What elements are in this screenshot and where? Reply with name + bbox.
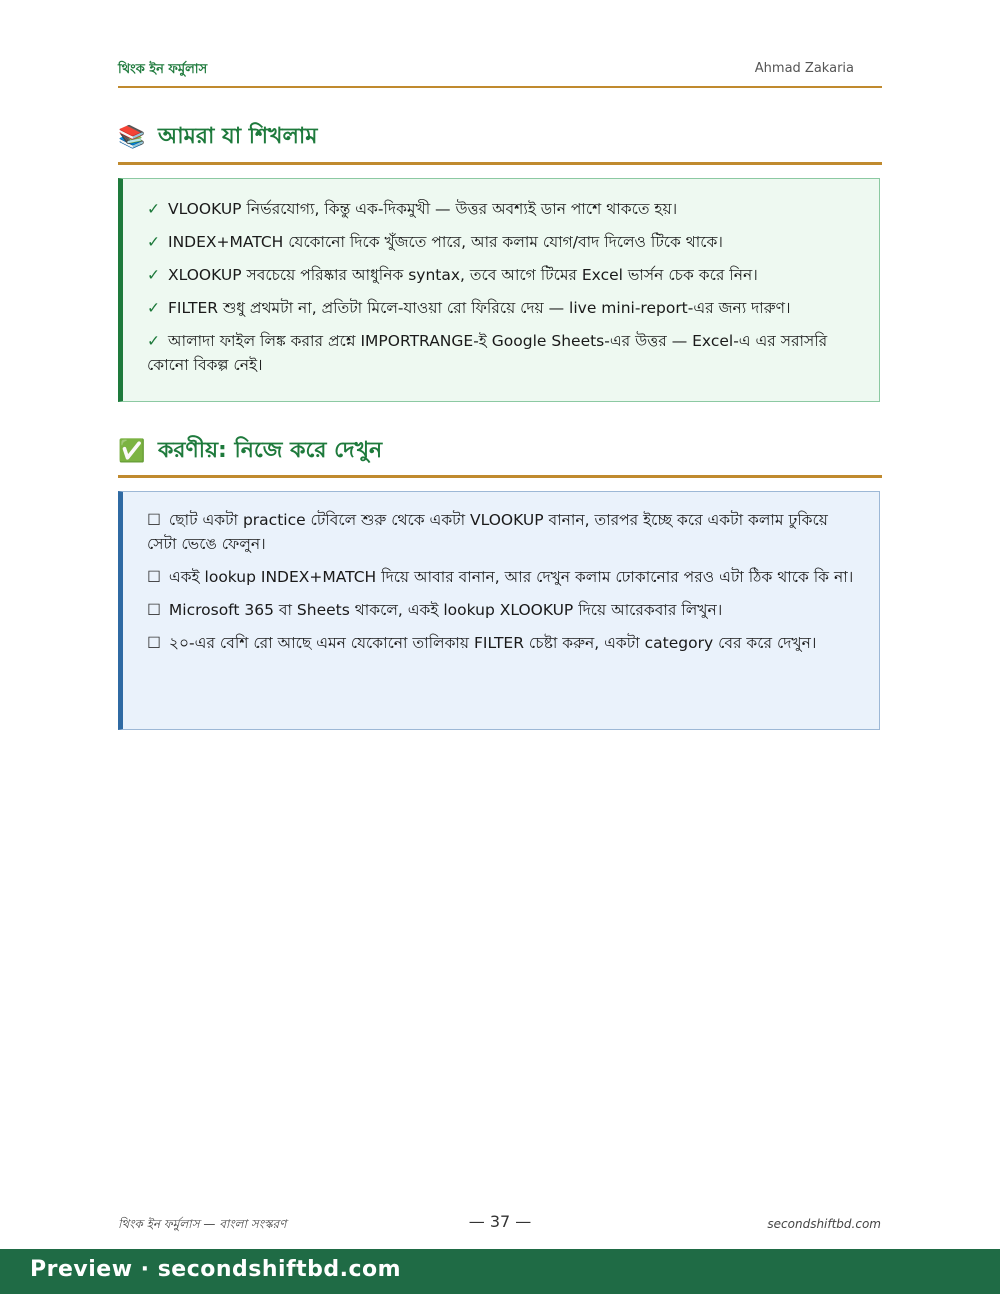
section-divider [118,475,882,478]
checkbox-icon: ☐ [147,634,161,652]
todo-list [147,508,859,655]
list-item: ☐ একই lookup INDEX+MATCH দিয়ে আবার বানান, আর দেখুন কলাম ঢোকানোর পরও এটা ঠিক থাকে কি না। [147,565,859,589]
preview-banner-text: Preview · secondshiftbd.com [30,1257,402,1282]
section-title-text: আমরা যা শিখলাম [158,124,318,149]
list-item: ✓ আলাদা ফাইল লিঙ্ক করার প্রশ্নে IMPORTRANGE-ই Google Sheets-এর উত্তর — Excel-এ এর সরাসরি কোনো বিকল্প নেই। [147,329,859,377]
footer-book-title: থিংক ইন ফর্মুলাস — বাংলা সংস্করণ [118,1217,287,1231]
list-item: ☐ ছোট একটা practice টেবিলে শুরু থেকে একটা VLOOKUP বানান, তারপর ইচ্ছে করে একটা কলাম ঢুকিয়ে সেটা ভেঙে ফেলুন। [147,508,859,556]
checkbox-icon: ☐ [147,511,161,529]
list-item: ✓ FILTER শুধু প্রথমটা না, প্রতিটা মিলে-যাওয়া রো ফিরিয়ে দেয় — live mini-report-এর জন্য দারুণ। [147,296,859,320]
check-icon: ✓ [147,233,160,251]
learned-list [147,197,859,377]
checkbox-icon: ☐ [147,601,161,619]
check-icon: ✓ [147,266,160,284]
check-icon: ✓ [147,299,160,317]
check-box-icon: ✅ [118,439,146,464]
books-icon: 📚 [118,125,146,150]
section-title-todo [118,433,882,467]
footer-website: secondshiftbd.com [767,1217,881,1231]
header-divider [118,86,882,88]
author-name: Ahmad Zakaria [754,61,854,76]
check-icon: ✓ [147,332,160,350]
page-number: — 37 — [468,1212,532,1231]
list-item: ✓ VLOOKUP নির্ভরযোগ্য, কিন্তু এক-দিকমুখী — উত্তর অবশ্যই ডান পাশে থাকতে হয়। [147,197,859,221]
book-title-header: থিংক ইন ফর্মুলাস [118,62,208,77]
page-header [118,60,882,80]
section-title-text: করণীয়: নিজে করে দেখুন [158,438,383,463]
check-icon: ✓ [147,200,160,218]
list-item: ✓ INDEX+MATCH যেকোনো দিকে খুঁজতে পারে, আর কলাম যোগ/বাদ দিলেও টিকে থাকে। [147,230,859,254]
preview-banner [0,1249,1000,1294]
list-item: ☐ Microsoft 365 বা Sheets থাকলে, একই lookup XLOOKUP দিয়ে আরেকবার লিখুন। [147,598,859,622]
section-divider [118,162,882,165]
section-title-learned [118,119,882,153]
learned-summary-box [118,178,880,402]
todo-exercise-box [118,491,880,730]
list-item: ☐ ২০-এর বেশি রো আছে এমন যেকোনো তালিকায় FILTER চেষ্টা করুন, একটা category বের করে দেখুন। [147,631,859,655]
list-item: ✓ XLOOKUP সবচেয়ে পরিষ্কার আধুনিক syntax, তবে আগে টিমের Excel ভার্সন চেক করে নিন। [147,263,859,287]
checkbox-icon: ☐ [147,568,161,586]
